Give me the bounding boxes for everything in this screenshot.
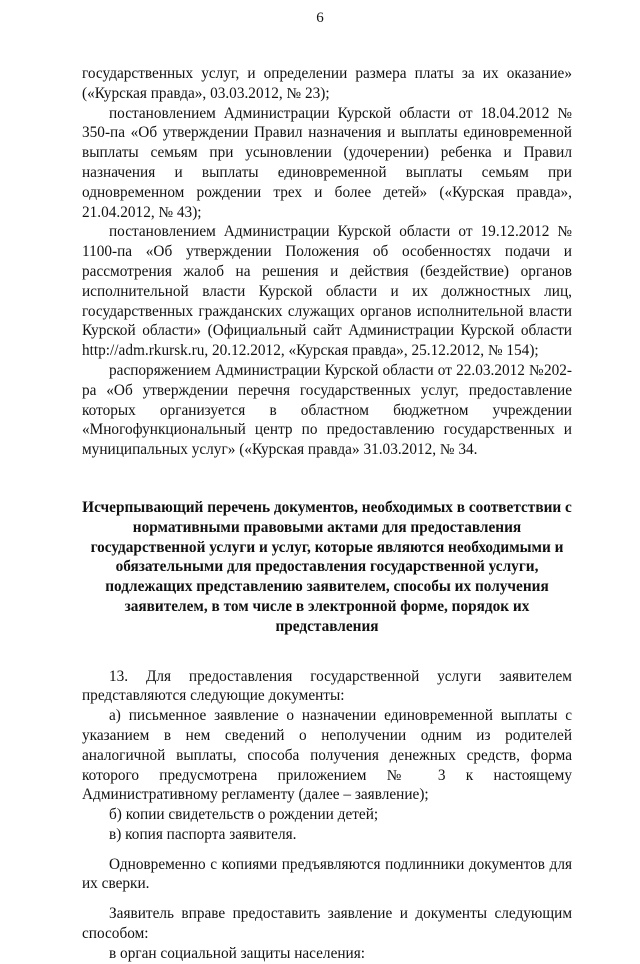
paragraph-social-protection: в орган социальной защиты населения: (109, 944, 366, 962)
paragraph-originals: Одновременно с копиями предъявляются подлинники документов для их сверки. (82, 855, 572, 893)
paragraph-order-202: распоряжением Администрации Курской области от 22.03.2012 №202-ра «Об утверждении перечня государственных услуг, предоставление которых организуется в областном бюджетном учреждении «Многофункциональный центр по предоставлению государственных и муниципальных услуг» («Курская правда» 31.03.2012, № 34. (82, 361, 572, 459)
paragraph-submission-right: Заявитель вправе предоставить заявление и документы следующим способом: (82, 905, 572, 943)
paragraph-decree-1100: постановлением Администрации Курской области от 19.12.2012 № 1100-па «Об утверждении Положения об особенностях подачи и рассмотрения жалоб на решения и действия (бездействие) органов исполнительной власти Курской области и их должностных лиц, государственных гражданских служащих органов исполнительной власти Курской области» (Официальный сайт Администрации Курской области http://adm.rkursk.ru, 20.12.2012, «Курская правда», 25.12.2012, № 154); (82, 223, 572, 360)
paragraph-13: 13. Для предоставления государственной услуги заявителем представляются следующие документы: (82, 667, 572, 705)
section-heading: Исчерпывающий перечень документов, необходимых в соответствии с нормативными правовыми актами для предоставления государственной услуги и услуг, которые являются необходимыми и обязательными для предоставления государственной услуги, подлежащих представлению заявителем, способы их получения заявителем, в том числе в электронной форме, порядок их представления (82, 498, 572, 635)
document-body (82, 64, 572, 964)
list-item-c: в) копия паспорта заявителя. (109, 825, 297, 843)
page-number: 6 (316, 10, 324, 26)
paragraph-decree-350: постановлением Администрации Курской области от 18.04.2012 № 350-па «Об утверждении Правил назначения и выплаты единовременной выплаты семьям при усыновлении (удочерении) ребенка и Правил назначения и выплаты единовременной выплаты семьям при одновременном рождении трех и более детей» («Курская правда», 21.04.2012, № 43); (82, 104, 572, 221)
list-item-a: а) письменное заявление о назначении единовременной выплаты с указанием в нем сведений о неполучении одним из родителей аналогичной выплаты, способа получения денежных средств, форма которого предусмотрена приложением № 3 к настоящему Административному регламенту (далее – заявление); (82, 707, 572, 804)
paragraph-continuation: государственных услуг, и определении размера платы за их оказание» («Курская правда», 03.03.2012, № 23); (82, 65, 572, 102)
list-item-b: б) копии свидетельств о рождении детей; (109, 806, 379, 824)
